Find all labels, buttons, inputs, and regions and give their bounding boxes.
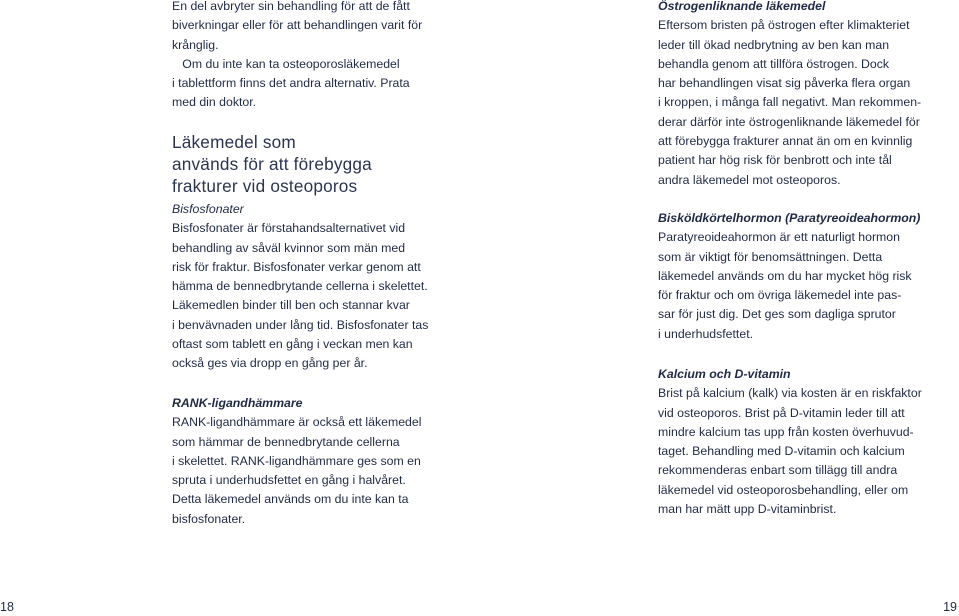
text-line: Brist på kalcium (kalk) via kosten är en riskfaktor [658, 386, 922, 401]
text-line: i underhudsfettet. [658, 326, 754, 341]
text-line: Läkemedlen binder till ben och stannar kvar [172, 298, 410, 313]
text-line: Eftersom bristen på östrogen efter klimakteriet [658, 18, 910, 33]
text-line: i kroppen, i många fall negativt. Man rekommen- [658, 95, 922, 110]
text-line: Bisfosfonater är förstahandsalternativet vid [172, 221, 406, 236]
text-line: man har mätt upp D-vitaminbrist. [658, 502, 837, 517]
text-line: bisfosfonater. [172, 511, 246, 526]
text-line: som hämmar de bennedbrytande cellerna [172, 434, 400, 449]
ostrogen-section [658, 0, 921, 190]
text-line: oftast som tablett en gång i veckan men kan [172, 337, 413, 352]
text-line: läkemedel vid osteoporosbehandling, eller om [658, 482, 909, 497]
text-line: rekommenderas enbart som tillägg till andra [658, 463, 898, 478]
text-line: patient har hög risk för benbrott och inte tål [658, 153, 892, 168]
text-line: Detta läkemedel används om du inte kan ta [172, 492, 409, 507]
text-line: Paratyreoideahormon är ett naturligt hormon [658, 230, 900, 245]
text-line: sar för just dig. Det ges som dagliga sprutor [658, 307, 896, 322]
heading-line: används för att förebygga [172, 154, 372, 174]
page-number-left: 18 [0, 600, 14, 614]
text-line: risk för fraktur. Bisfosfonater verkar genom att [172, 259, 421, 274]
text-line: läkemedel används om du har mycket hög risk [658, 268, 912, 283]
section-heading [172, 131, 372, 197]
subsection-title: Bisköldkörtelhormon (Paratyreoideahormon) [658, 211, 921, 225]
text-line: En del avbryter sin behandling för att de fått [172, 0, 410, 13]
text-line: vid osteoporos. Brist på D-vitamin leder till att [658, 405, 905, 420]
page-number-right: 19 [943, 600, 957, 614]
text-line: i benvävnaden under lång tid. Bisfosfonater tas [172, 317, 429, 332]
text-line: taget. Behandling med D-vitamin och kalcium [658, 444, 905, 459]
text-line: biverkningar eller för att behandlingen varit för [172, 18, 423, 33]
text-line: också ges via dropp en gång per år. [172, 356, 368, 371]
text-line: Om du inte kan ta osteoporosläkemedel [172, 56, 400, 71]
subsection-title: Bisfosfonater [172, 202, 244, 216]
text-line: leder till ökad nedbrytning av ben kan man [658, 37, 890, 52]
text-line: för fraktur och om övriga läkemedel inte pas- [658, 288, 902, 303]
text-line: har behandlingen visat sig påverka flera organ [658, 76, 911, 91]
text-line: i tablettform finns det andra alternativ. Prata [172, 76, 410, 91]
text-line: med din doktor. [172, 95, 257, 110]
kalcium-section [658, 365, 922, 519]
text-line: krånglig. [172, 37, 219, 52]
text-line: andra läkemedel mot osteoporos. [658, 172, 841, 187]
bisfosfonater-section [172, 200, 428, 374]
heading-line: Läkemedel som [172, 132, 296, 152]
text-line: mindre kalcium tas upp från kosten överhuvud- [658, 424, 914, 439]
heading-line: frakturer vid osteoporos [172, 176, 358, 196]
subsection-title: Östrogenliknande läkemedel [658, 0, 826, 13]
intro-paragraph [172, 0, 422, 113]
text-line: behandling av såväl kvinnor som män med [172, 240, 406, 255]
text-line: hämma de bennedbrytande cellerna i skelettet. [172, 279, 428, 294]
text-line: RANK-ligandhämmare är också ett läkemedel [172, 415, 422, 430]
biskold-section [658, 209, 920, 344]
text-line: som är viktigt för benomsättningen. Detta [658, 249, 883, 264]
text-line: behandla genom att tillföra östrogen. Dock [658, 56, 890, 71]
subsection-title: Kalcium och D-vitamin [658, 367, 791, 381]
text-line: spruta i underhudsfettet en gång i halvåret. [172, 473, 406, 488]
text-line: i skelettet. RANK-ligandhämmare ges som en [172, 453, 421, 468]
text-line: derar därför inte östrogenliknande läkemedel för [658, 114, 920, 129]
text-line: att förebygga frakturer annat än om en kvinnlig [658, 134, 913, 149]
subsection-title: RANK-ligandhämmare [172, 396, 303, 410]
rank-section [172, 394, 421, 529]
